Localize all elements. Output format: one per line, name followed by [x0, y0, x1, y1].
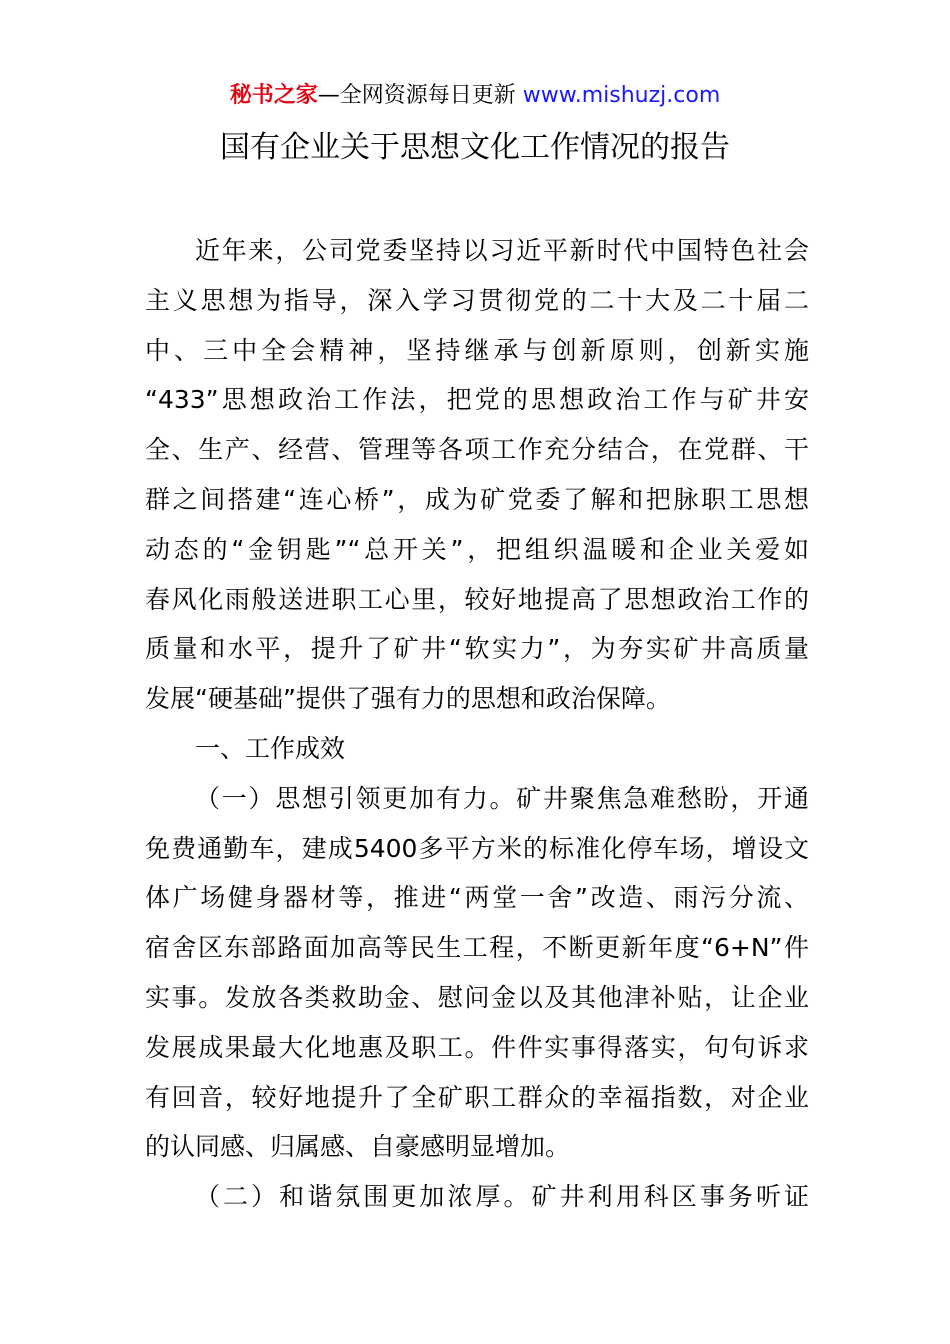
paragraph-line: 全、生产、经营、管理等各项工作充分结合，在党群、干: [145, 435, 809, 465]
brand-name: 秘书之家: [229, 83, 318, 108]
document-body: [145, 226, 809, 1222]
site-header: [0, 80, 950, 112]
paragraph-line: 发展成果最大化地惠及职工。件件实事得落实，句句诉求: [145, 1032, 809, 1062]
paragraph-line: 近年来，公司党委坚持以习近平新时代中国特色社会: [195, 236, 809, 265]
paragraph-line: 群之间搭建“连心桥”，成为矿党委了解和把脉职工思想: [145, 484, 809, 514]
paragraph-line: 发展“硬基础”提供了强有力的思想和政治保障。: [145, 684, 671, 714]
header-tagline: —全网资源每日更新: [317, 83, 523, 108]
document-title: 国有企业关于思想文化工作情况的报告: [220, 130, 730, 165]
paragraph-line: 实事。发放各类救助金、慰问金以及其他津补贴，让企业: [145, 982, 809, 1012]
paragraph-line: “433”思想政治工作法，把党的思想政治工作与矿井安: [145, 385, 809, 415]
paragraph-line: 质量和水平，提升了矿井“软实力”，为夯实矿井高质量: [145, 634, 809, 664]
paragraph-line: 动态的“金钥匙”“总开关”，把组织温暖和企业关爱如: [145, 534, 809, 564]
site-url-link[interactable]: www.mishuzj.com: [522, 83, 721, 108]
paragraph-line: 的认同感、归属感、自豪感明显增加。: [145, 1132, 571, 1162]
paragraph-line: 宿舍区东部路面加高等民生工程，不断更新年度“6+N”件: [145, 933, 809, 963]
paragraph-line: （一）思想引领更加有力。矿井聚焦急难愁盼，开通: [195, 783, 809, 813]
paragraph-line: 有回音，较好地提升了全矿职工群众的幸福指数，对企业: [145, 1082, 809, 1112]
paragraph-line: 主义思想为指导，深入学习贯彻党的二十大及二十届二: [145, 285, 809, 315]
section-heading: 一、工作成效: [195, 733, 346, 763]
paragraph-line: 免费通勤车，建成5400多平方米的标准化停车场，增设文: [145, 833, 809, 863]
paragraph-line: 春风化雨般送进职工心里，较好地提高了思想政治工作的: [145, 584, 809, 614]
paragraph-line: 体广场健身器材等，推进“两堂一舍”改造、雨污分流、: [145, 883, 809, 913]
paragraph-line: 中、三中全会精神，坚持继承与创新原则，创新实施: [145, 335, 809, 365]
paragraph-line: （二）和谐氛围更加浓厚。矿井利用科区事务听证: [195, 1182, 809, 1212]
